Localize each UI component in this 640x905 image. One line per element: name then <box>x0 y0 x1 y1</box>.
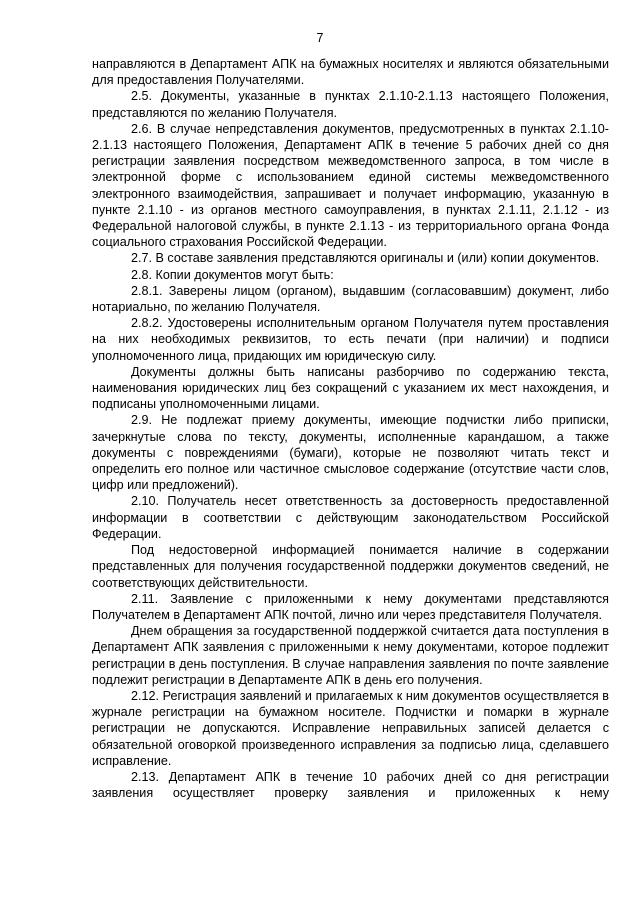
paragraph: 2.5. Документы, указанные в пунктах 2.1.10-2.1.13 настоящего Положения, представляются по желанию Получателя. <box>92 89 609 120</box>
paragraph: 2.13. Департамент АПК в течение 10 рабочих дней со дня регистрации заявления осуществляет проверку заявления и приложенных к нему <box>92 769 609 801</box>
paragraph: 2.8.2. Удостоверены исполнительным органом Получателя путем проставления на них необходимых реквизитов, то есть печати (при наличии) и подписи уполномоченного лица, придающих им юридическую силу. <box>92 316 609 363</box>
document-body <box>92 56 609 801</box>
paragraph: 2.11. Заявление с приложенными к нему документами представляются Получателем в Департамент АПК почтой, лично или через представителя Получателя. <box>92 591 609 622</box>
paragraph: 2.10. Получатель несет ответственность за достоверность предоставленной информации в соответствии с действующим законодательством Российской Федерации. <box>92 494 609 541</box>
paragraph: 2.6. В случае непредставления документов, предусмотренных в пунктах 2.1.10-2.1.13 настоящего Положения, Департамент АПК в течение 5 рабочих дней со дня регистрации заявления посредством межведомственного запроса, в том числе в электронной форме с использованием единой системы межведомственного электронного взаимодействия, запрашивает и получает информацию, указанную в пункте 2.1.10 - из органов местного самоуправления, в пунктах 2.1.11, 2.1.12 - из Федеральной налоговой службы, в пункте 2.1.13 - из территориального органа Фонда социального страхования Российской Федерации. <box>92 121 609 250</box>
paragraph: Документы должны быть написаны разборчиво по содержанию текста, наименования юридических лиц без сокращений с указанием их мест нахождения, и подписаны уполномоченными лицами. <box>92 364 609 412</box>
paragraph: 2.8. Копии документов могут быть: <box>131 267 334 282</box>
paragraph: Днем обращения за государственной поддержкой считается дата поступления в Департамент АПК заявления с приложенными к нему документами, которое подлежит регистрации в день поступления. В случае направления заявления по почте заявление подлежит регистрации в Департаменте АПК в день его получения. <box>92 624 609 687</box>
paragraph: направляются в Департамент АПК на бумажных носителях и являются обязательными для предоставления Получателями. <box>92 57 609 88</box>
paragraph: 2.8.1. Заверены лицом (органом), выдавшим (согласовавшим) документ, либо нотариально, по желанию Получателя. <box>92 283 609 315</box>
page-number: 7 <box>316 31 324 45</box>
paragraph: Под недостоверной информацией понимается наличие в содержании представленных для получения государственной поддержки документов сведений, не соответствующих действительности. <box>92 543 609 590</box>
paragraph: 2.9. Не подлежат приему документы, имеющие подчистки либо приписки, зачеркнутые слова по тексту, документы, исполненные карандашом, а также документы с повреждениями (бумаги), которые не позволяют читать текст и определить его полное или частичное смысловое содержание (отсутствие части слов, цифр или предложений). <box>92 413 609 493</box>
paragraph: 2.7. В составе заявления представляются оригиналы и (или) копии документов. <box>131 251 600 266</box>
paragraph: 2.12. Регистрация заявлений и прилагаемых к ним документов осуществляется в журнале регистрации на бумажном носителе. Подчистки и помарки в журнале регистрации не допускаются. Исправление неправильных записей делается с обязательной оговоркой произведенного исправления за подписью лица, сделавшего исправление. <box>92 688 609 768</box>
